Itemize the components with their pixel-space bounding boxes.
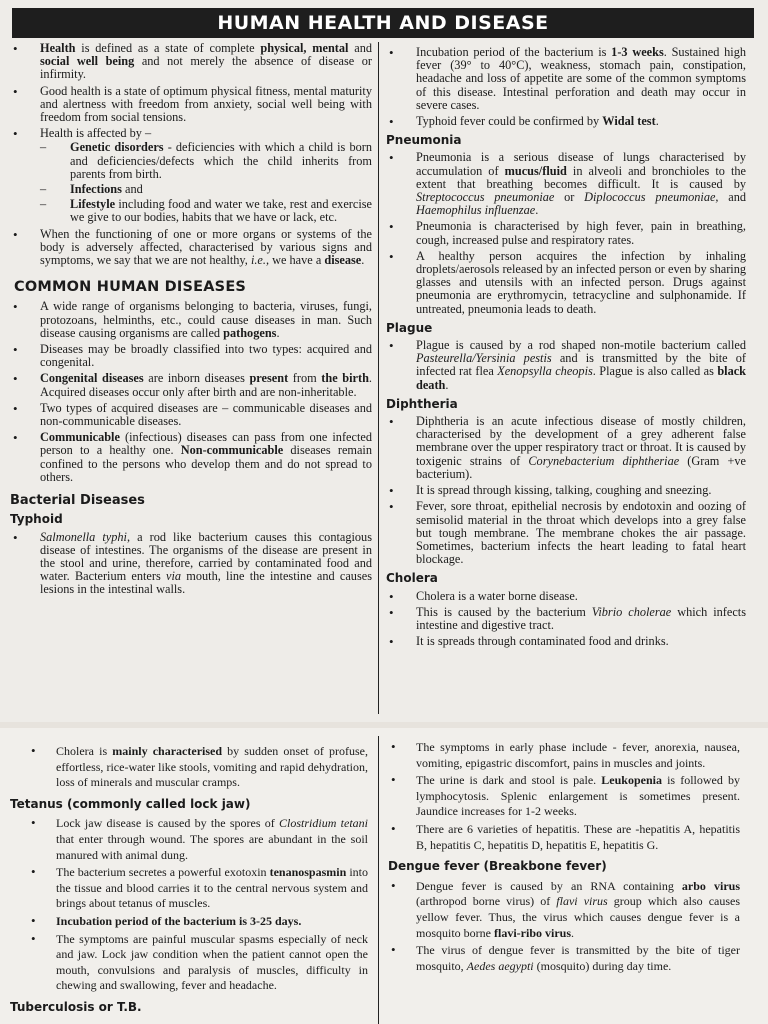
typhoid-heading: Typhoid <box>10 512 63 527</box>
tuberculosis-heading: Tuberculosis or T.B. <box>10 999 142 1014</box>
list-item: • Congenital diseases are inborn diseases present from the birth. Acquired diseases occur only after birth and are non-inheritable. <box>13 371 372 399</box>
list-item: • Diphtheria is an acute infectious disease of mostly children, characterised by the development of a grey adherent false membrane over the upper respiratory tract or throat. It is caused by toxigenic strains of Corynebacterium diphtheriae (Gram +ve bacterium). <box>389 414 746 481</box>
diphtheria-heading: Diphtheria <box>386 396 458 411</box>
list-item: • It is spread through kissing, talking, coughing and sneezing. <box>389 483 712 499</box>
right-column <box>386 46 746 651</box>
left-column <box>10 42 372 600</box>
list-item: • The virus of dengue fever is transmitted by the bite of tiger mosquito, Aedes aegypti (mosquito) during day time. <box>391 942 740 973</box>
list-item: • Salmonella typhi, a rod like bacterium causes this contagious disease of intestines. The organisms of the disease are present in the stool and urine, therefore, carried by contaminated food and water. Bacterium enters via mouth, line the intestine and causes lesions in the intestinal walls. <box>13 529 372 597</box>
list-item: • A healthy person acquires the infection by inhaling droplets/aerosols released by an infected person or even by sharing glasses and utensils with an infected person. Drugs against pneumonia are erythromycin, tetracycline and sulphonamide. If untreated, pneumonia leads to death. <box>389 248 746 316</box>
lower-right-column <box>388 740 740 976</box>
bacterial-diseases-heading: Bacterial Diseases <box>10 493 145 509</box>
list-item: • Plague is caused by a rod shaped non-motile bacterium called Pasteurella/Yersinia pestis and is transmitted by the bite of infected rat flea Xenopsylla cheopis. Plague is also called as black death. <box>389 338 747 392</box>
list-item: • Lock jaw disease is caused by the spores of Clostridium tetani that enter through wound. The spores are abundant in the soil manured with animal dung. <box>31 815 368 862</box>
list-item: • Health is affected by – – Genetic disorders - deficiencies with which a child is born and deficiencies/defects which the child inherits from parents from birth. – Infections and – Lifestyle including food and water we take, rest and exercise we give to our bodies, habits that we have or lack, etc. <box>13 126 372 225</box>
list-item: • Cholera is mainly characterised by sudden onset of profuse, effortless, rice-water like stools, vomiting and rapid dehydration, loss of minerals and muscular cramps. <box>31 743 368 790</box>
pneumonia-heading: Pneumonia <box>386 133 462 148</box>
list-item: • Health is defined as a state of complete physical, mental and social well being and not merely the absence of disease or infirmity. <box>13 41 372 82</box>
list-item: • Good health is a state of optimum physical fitness, mental maturity and alertness with freedom from anxiety, social well being with freedom from social tensions. <box>13 83 372 125</box>
list-item: • Two types of acquired diseases are – communicable diseases and non-communicable diseases. <box>13 400 372 429</box>
list-item: • A wide range of organisms belonging to bacteria, viruses, fungi, protozoans, helminths, etc., could cause diseases in man. Such disease causing organisms are called pathogens. <box>13 299 372 340</box>
list-item: • The urine is dark and stool is pale. Leukopenia is followed by lymphocytosis. Splenic enlargement is sometimes present. Jaundice increases for 1-2 weeks. <box>391 772 740 819</box>
dash-item: – Genetic disorders - deficiencies with which a child is born and deficiencies/defects which the child inherits from parents from birth. <box>40 140 372 181</box>
dengue-heading: Dengue fever (Breakbone fever) <box>388 859 607 874</box>
page-title: HUMAN HEALTH AND DISEASE <box>12 8 754 38</box>
list-item: • Pneumonia is a serious disease of lungs characterised by accumulation of mucus/fluid in alveoli and bronchioles to the extent that breathing becomes difficult. It is caused by Streptococcus pneumoniae or Diplococcus pneumoniae, and Haemophilus influenzae. <box>389 150 747 218</box>
list-item: • Communicable (infectious) diseases can pass from one infected person to a healthy one. Non-communicable diseases remain confined to the persons who develop them and do not spread to others. <box>13 430 372 484</box>
common-diseases-heading: COMMON HUMAN DISEASES <box>14 279 247 296</box>
list-item: • Incubation period of the bacterium is 3-25 days. <box>31 912 302 928</box>
list-item: • Cholera is a water borne disease. <box>389 588 578 604</box>
cholera-heading: Cholera <box>386 571 438 586</box>
dash-item: – Lifestyle including food and water we take, rest and exercise we give to our bodies, habits that we have or lack, etc. <box>40 197 372 225</box>
dash-item: – Infections and <box>40 182 143 197</box>
list-item: • Typhoid fever could be confirmed by Widal test. <box>389 114 659 130</box>
column-divider-lower <box>378 736 379 1024</box>
list-item: • Diseases may be broadly classified into two types: acquired and congenital. <box>13 342 372 370</box>
list-item: • When the functioning of one or more organs or systems of the body is adversely affected, characterised by various signs and symptoms, we say that we are not healthy, i.e., we have a disease. <box>13 226 372 268</box>
list-item: • There are 6 varieties of hepatitis. These are -hepatitis A, hepatitis B, hepatitis C, hepatitis D, hepatitis E, hepatitis G. <box>391 820 740 852</box>
tetanus-heading: Tetanus (commonly called lock jaw) <box>10 796 251 811</box>
list-item: • The bacterium secretes a powerful exotoxin tenanospasmin into the tissue and blood carries it to the central nervous system and brings about tetanus of muscles. <box>31 864 369 911</box>
list-item: • This is caused by the bacterium Vibrio cholerae which infects intestine and digestive tract. <box>389 604 747 632</box>
lower-left-column <box>10 743 369 1020</box>
list-item: • Pneumonia is characterised by high fever, pain in breathing, cough, increased pulse and respiratory rates. <box>389 219 746 247</box>
list-item: • Fever, sore throat, epithelial necrosis by endotoxin and oozing of semisolid material in the throat which develops into a grey false but tough membrane. The membrane chokes the air passage. Sometimes, bacterium infects the heart leading to fatal heart blockage. <box>389 499 746 567</box>
list-item: • Dengue fever is caused by an RNA containing arbo virus (arthropod borne virus) of flavi virus group which also causes yellow fever. Thus, the virus which causes dengue fever is a mosquito borne flavi-ribo virus. <box>391 877 741 940</box>
column-divider <box>378 42 379 714</box>
list-item: • Incubation period of the bacterium is 1-3 weeks. Sustained high fever (39° to 40°C), weakness, stomach pain, constipation, headache and loss of appetite are some of the common symptoms of this disease. Intestinal perforation and death may occur in severe cases. <box>389 45 747 112</box>
list-item: • The symptoms in early phase include - fever, anorexia, nausea, vomiting, epigastric discomfort, pains in muscles and joints. <box>391 739 740 770</box>
plague-heading: Plague <box>386 320 433 335</box>
list-item: • The symptoms are painful muscular spasms especially of neck and jaw. Lock jaw condition when the patient cannot open the mouth, convulsions and paralysis of muscles, difficulty in chewing and swallowing, fever and headache. <box>31 930 368 993</box>
list-item: • It is spreads through contaminated food and drinks. <box>389 634 669 650</box>
